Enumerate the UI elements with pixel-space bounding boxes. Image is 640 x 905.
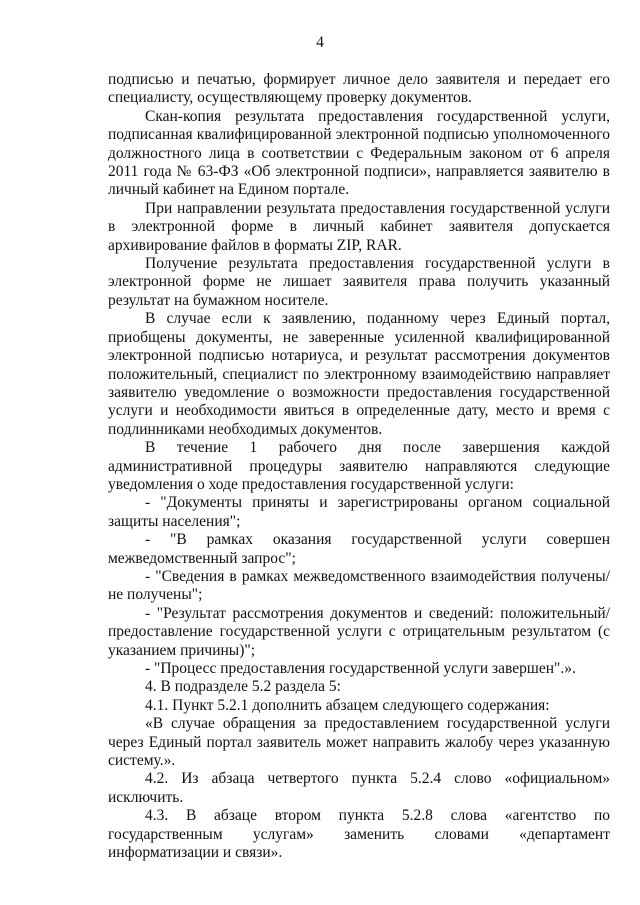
list-item: - "Процесс предоставления государственной услуги завершен".». (145, 660, 576, 677)
list-item: - "В рамках оказания государственной услуги совершен межведомственный запрос"; (108, 531, 610, 567)
paragraph: 4. В подразделе 5.2 раздела 5: (145, 678, 341, 696)
page-number: 4 (316, 34, 324, 51)
document-body (108, 71, 610, 862)
paragraph: Скан-копия результата предоставления государственной услуги, подписанная квалифицированной электронной подписью уполномоченного должностного лица в соответствии с Федеральным законом от 6 апреля 2011 года № 63-ФЗ «Об электронной подписи», направляется заявителю в личный кабинет на Едином портале. (108, 107, 610, 199)
list-item: - "Документы приняты и зарегистрированы органом социальной защиты населения"; (108, 494, 610, 530)
list-item: - "Сведения в рамках межведомственного взаимодействия получены/ не получены"; (108, 567, 610, 604)
paragraph: 4.2. Из абзаца четвертого пункта 5.2.4 слово «официальном» исключить. (108, 770, 610, 806)
paragraph: 4.1. Пункт 5.2.1 дополнить абзацем следующего содержания: (145, 696, 550, 714)
paragraph: «В случае обращения за предоставлением государственной услуги через Единый портал заявитель может направить жалобу через указанную систему.». (108, 715, 610, 770)
paragraph: подписью и печатью, формирует личное дело заявителя и передает его специалисту, осуществляющему проверку документов. (108, 71, 610, 107)
paragraph: Получение результата предоставления государственной услуги в электронной форме не лишает заявителя права получить указанный результат на бумажном носителе. (108, 255, 610, 309)
list-item: - "Результат рассмотрения документов и сведений: положительный/ предоставление государственной услуги с отрицательным результатом (с указанием причины)"; (108, 604, 610, 659)
paragraph: В течение 1 рабочего дня после завершения каждой административной процедуры заявителю направляются следующие уведомления о ходе предоставления государственной услуги: (108, 439, 610, 493)
paragraph: 4.3. В абзаце втором пункта 5.2.8 слова «агентство по государственным услугам» заменить словами «департамент информатизации и связи». (108, 807, 610, 862)
paragraph: В случае если к заявлению, поданному через Единый портал, приобщены документы, не заверенные усиленной квалифицированной электронной подписью нотариуса, и результат рассмотрения документов положительный, специалист по электронному взаимодействию направляет заявителю уведомление о возможности предоставления государственной услуги и необходимости явиться в определенные дату, место и время с подлинниками необходимых документов. (108, 310, 610, 438)
paragraph: При направлении результата предоставления государственной услуги в электронной форме в личный кабинет заявителя допускается архивирование файлов в форматы ZIP, RAR. (108, 199, 610, 254)
